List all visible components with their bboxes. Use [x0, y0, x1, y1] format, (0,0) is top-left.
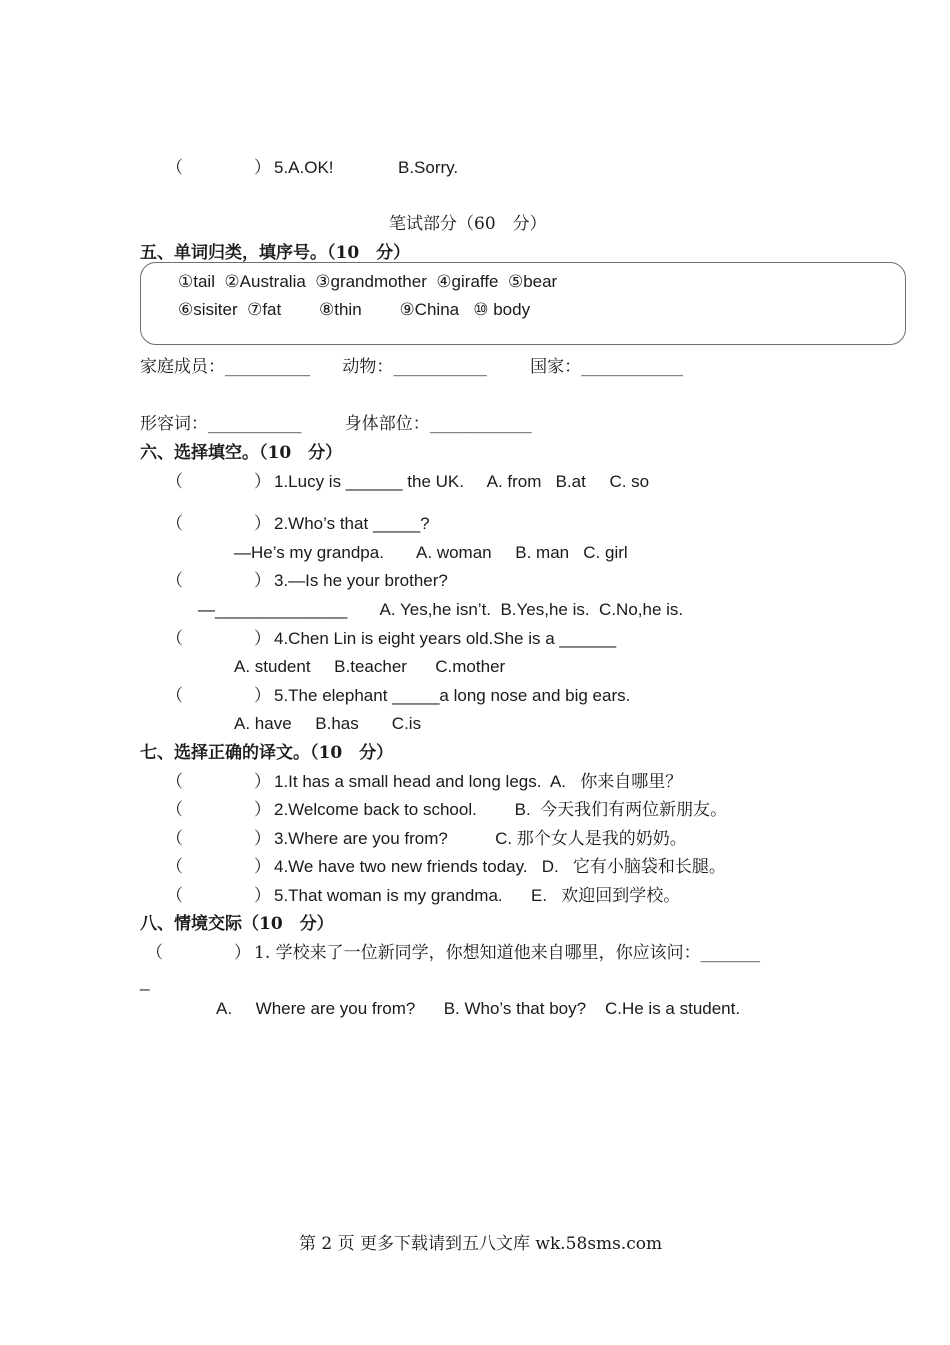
answer-paren-close: ） [254, 571, 271, 591]
section6-title: 六、选择填空。（10 分） [140, 443, 343, 463]
question-options: A. have B.has C.is [234, 714, 422, 733]
answer-paren-close: ） [254, 857, 271, 877]
category-blanks-row2: 形容词：___________ 身体部位：____________ [140, 414, 532, 434]
answer-paren-close: ） [254, 800, 271, 820]
question-text: 2.Who’s that _____? [274, 514, 430, 533]
answer-paren-open: （ [166, 514, 183, 534]
word-list-row1: ①tail ②Australia ③grandmother ④giraffe ⑤bear [178, 272, 558, 291]
question-text: 5.A.OK! [274, 158, 334, 177]
answer-paren-open: （ [166, 158, 183, 178]
answer-paren-close: ） [254, 772, 271, 792]
question-options: A. student B.teacher C.mother [234, 657, 506, 676]
question-text: 3.—Is he your brother? [274, 571, 448, 590]
question-text: 3.Where are you from? C. 那个女人是我的奶奶。 [274, 829, 687, 848]
answer-paren-open: （ [166, 857, 183, 877]
answer-paren-open: （ [146, 943, 163, 963]
question-text: 4.Chen Lin is eight years old.She is a ______ [274, 629, 617, 648]
question-options: —______________ A. Yes,he isn’t. B.Yes,he is. C.No,he is. [198, 600, 684, 619]
answer-paren-close: ） [234, 943, 251, 963]
answer-paren-open: （ [166, 571, 183, 591]
answer-paren-close: ） [254, 829, 271, 849]
question-text: 5.That woman is my grandma. E. 欢迎回到学校。 [274, 886, 681, 905]
question-text: 1. 学校来了一位新同学，你想知道他来自哪里，你应该问：_______ [254, 943, 761, 963]
answer-paren-open: （ [166, 629, 183, 649]
answer-paren-open: （ [166, 829, 183, 849]
section5-title: 五、单词归类，填序号。（10 分） [140, 243, 411, 263]
answer-paren-open: （ [166, 886, 183, 906]
question-text: 1.Lucy is ______ the UK. A. from B.at C. so [274, 472, 650, 491]
question-text-continued: _ [140, 972, 150, 991]
answer-paren-open: （ [166, 686, 183, 706]
answer-paren-open: （ [166, 800, 183, 820]
answer-paren-close: ） [254, 158, 271, 178]
answer-paren-open: （ [166, 472, 183, 492]
answer-paren-open: （ [166, 772, 183, 792]
answer-paren-close: ） [254, 472, 271, 492]
question-text: 5.The elephant _____a long nose and big ears. [274, 686, 631, 705]
question-text: 1.It has a small head and long legs. A. 你来自哪里？ [274, 772, 683, 791]
word-list-row2: ⑥sisiter ⑦fat ⑧thin ⑨China ⑩ body [178, 300, 531, 319]
question-options: A. Where are you from? B. Who’s that boy? C.He is a student. [216, 999, 741, 1018]
section7-title: 七、选择正确的译文。（10 分） [140, 743, 394, 763]
question-text: 2.Welcome back to school. B. 今天我们有两位新朋友。 [274, 800, 728, 819]
page-footer: 第 2 页 更多下载请到五八文库 wk.58sms.com [299, 1234, 663, 1254]
answer-paren-close: ） [254, 629, 271, 649]
section-heading: 笔试部分（60 分） [389, 214, 547, 234]
category-blanks-row1: 家庭成员：__________ 动物：___________ 国家：____________ [140, 357, 684, 377]
answer-paren-close: ） [254, 686, 271, 706]
answer-paren-close: ） [254, 886, 271, 906]
section8-title: 八、情境交际（10 分） [140, 914, 334, 934]
question-options: —He’s my grandpa. A. woman B. man C. girl [234, 543, 628, 562]
question-text: 4.We have two new friends today. D. 它有小脑袋和长腿。 [274, 857, 726, 876]
option-b: B.Sorry. [398, 158, 459, 177]
answer-paren-close: ） [254, 514, 271, 534]
